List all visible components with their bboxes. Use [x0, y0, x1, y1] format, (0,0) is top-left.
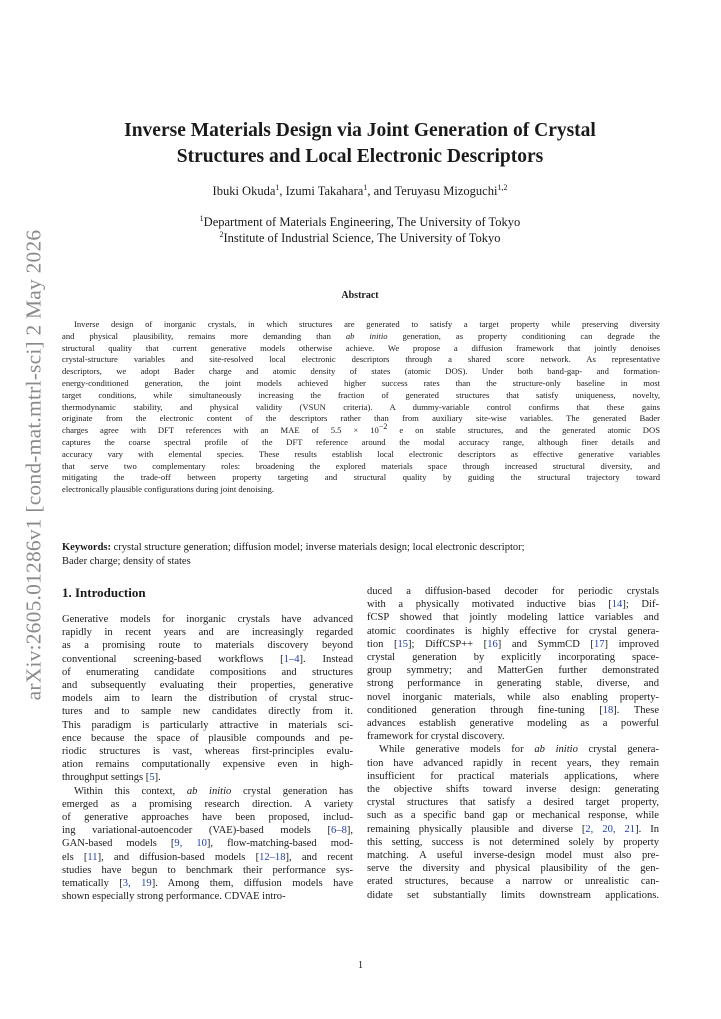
- paragraph-line: group symmetry; and MatterGen further demonstrated: [367, 665, 659, 677]
- paragraph-line: advances establish generative modeling as a powerful: [367, 718, 659, 730]
- abstract-line: target conditions, while simultaneously increasing the fraction of generated structures that satisfy uniqueness, novelty,: [62, 389, 660, 400]
- paragraph-line: duced a diffusion-based decoder for periodic crystals: [367, 586, 659, 597]
- keywords: [62, 541, 660, 568]
- paragraph-line: framework for crystal discovery.: [367, 731, 505, 743]
- arxiv-identifier: arXiv:2605.01286v1 [cond-mat.mtrl-sci] 2 May 2026: [21, 229, 46, 701]
- paragraph-line: tion [15]; DiffCSP++ [16] and SymmCD [17] improved: [367, 638, 659, 650]
- abstract-line: descriptors, we adopt Bader charge and atomic density of states (atomic DOS). Under both band-gap- and formation-: [62, 366, 660, 377]
- affiliation-text: Department of Materials Engineering, The University of Tokyo: [203, 215, 521, 229]
- paper-title: [60, 118, 660, 170]
- keywords-label: Keywords:: [62, 542, 111, 553]
- paragraph-line: matching. A useful inverse-design model must also pre-: [367, 850, 659, 862]
- paragraph-line: of enumerating candidate compositions and structures: [62, 666, 353, 678]
- paragraph-line: with a physically motivated inductive bias [14]; Dif-: [367, 599, 660, 611]
- paragraph-line: fCSP showed that jointly modeling lattice variables and: [367, 612, 659, 624]
- paragraph-line: Within this context, ab initio crystal generation has: [74, 785, 354, 797]
- paragraph-line: conditioned generation through fine-tuning [18]. These: [367, 704, 659, 716]
- paragraph-line: erated structures, because a narrow or unrealistic can-: [367, 876, 659, 888]
- paragraph-line: ing variational-autoencoder (VAE)-based models [6–8],: [62, 825, 353, 837]
- paragraph-line: of generative approaches have been proposed, includ-: [62, 812, 353, 824]
- paragraph-line: tematically [3, 19]. Among them, diffusion models have: [62, 878, 354, 890]
- paragraph-line: crystal structures that satisfy a desired target property,: [367, 797, 659, 809]
- paragraph-line: tures and to sample new candidates directly from it.: [62, 706, 353, 718]
- paragraph-line: as a promising route to materials discovery beyond: [62, 640, 353, 652]
- introduction-left-column: [62, 613, 353, 903]
- abstract-body: [62, 319, 660, 496]
- paragraph-line: novel inorganic materials, while also enabling property-: [367, 691, 659, 703]
- arxiv-sidebar: [14, 229, 54, 701]
- keywords-line-2: Bader charge; density of states: [62, 555, 191, 567]
- affiliation-mark: 1: [199, 213, 204, 223]
- title-line-1: Inverse Materials Design via Joint Generation of Crystal: [124, 120, 596, 141]
- keywords-line-1: [62, 541, 660, 555]
- paragraph-line: atomic coordinates is highly effective for crystal genera-: [367, 625, 659, 637]
- paragraph-line: this setting, success is not determined solely by property: [367, 836, 659, 848]
- paragraph-line: shown especially strong performance. CDVAE intro-: [62, 891, 286, 903]
- author-name: Teruyasu Mizoguchi: [394, 184, 498, 198]
- paragraph-line: ation remains computationally expensive even in high-: [62, 759, 353, 771]
- abstract-line: structural quality that current generative models otherwise achieve. We propose a diffusion framework that jointly denoises: [62, 342, 660, 353]
- author-affiliation-mark: 1: [275, 182, 280, 192]
- paragraph-line: strong performance in generating stable, diverse, and: [367, 678, 659, 690]
- author-affiliation-mark: 1: [363, 182, 368, 192]
- abstract-line: that serve two complementary roles: broadening the explored materials space through increased structural diversity, and: [62, 460, 660, 471]
- abstract-line: crystal-structure variables and site-resolved local electronic descriptors through a shared score network. As representative: [62, 354, 660, 365]
- keywords-text: crystal structure generation; diffusion model; inverse materials design; local electronic descriptor;: [113, 542, 525, 553]
- author-list: [60, 184, 660, 199]
- paragraph-line: didate set substantially limits downstream applications.: [367, 889, 659, 901]
- introduction-right-column: [367, 585, 659, 902]
- paragraph-line: studies have begun to benchmark their performance sys-: [62, 864, 353, 876]
- paragraph-line: els [11], and diffusion-based models [12–18], and recent: [62, 851, 353, 863]
- abstract-line: originate from the electronic content of the descriptors rather than from auxiliary site-wise variables. The generated Bader: [62, 413, 660, 424]
- paragraph-line: ence because the space of plausible compounds and pe-: [62, 732, 353, 744]
- paragraph-line: and subsequently evaluating their properties, generative: [62, 680, 353, 692]
- paragraph-line: serve the diversity and physical plausibility of the gen-: [367, 863, 659, 875]
- affiliation-mark: 2: [219, 229, 224, 239]
- abstract-line: Inverse design of inorganic crystals, in which structures are generated to satisfy a target property while preserving diversity: [74, 319, 660, 329]
- abstract-line: and physical plausibility, remains more demanding than ab initio generation, as property conditioning can degrade the: [62, 330, 660, 341]
- paragraph-line: insufficient for practical materials applications, where: [367, 770, 659, 782]
- paragraph-line: conventional screening-based workflows [1–4]. Instead: [62, 653, 353, 665]
- title-line-2: Structures and Local Electronic Descriptors: [176, 146, 544, 167]
- paragraph-line: models aim to learn the distribution of crystal struc-: [62, 693, 353, 705]
- paragraph-line: While generative models for ab initio crystal genera-: [379, 744, 659, 756]
- paragraph-line: Generative models for inorganic crystals have advanced: [62, 614, 353, 625]
- paragraph-line: crystal generation by explicitly incorporating space-: [367, 652, 659, 664]
- abstract-line: electronically plausible configurations during joint denoising.: [62, 484, 274, 495]
- paragraph-line: such as a specific band gap or mechanical response, while: [367, 810, 659, 822]
- paragraph-line: emerged as a promising research direction. A variety: [62, 798, 353, 810]
- paragraph-line: remaining physically plausible and diverse [2, 20, 21]. In: [367, 823, 659, 835]
- paragraph-line: tion have advanced rapidly in recent years, they remain: [367, 757, 659, 769]
- paragraph-line: GAN-based models [9, 10], flow-matching-based mod-: [62, 838, 353, 850]
- paragraph-line: rapidly in recent years and are increasingly regarded: [62, 627, 353, 639]
- author-name: Izumi Takahara: [285, 184, 364, 198]
- section-heading-introduction: 1. Introduction: [62, 585, 146, 600]
- affiliation-text: Institute of Industrial Science, The University of Tokyo: [223, 231, 501, 245]
- abstract-line: accuracy vary with elemental species. These results establish local electronic descriptors as effective generative variables: [62, 448, 660, 459]
- abstract-line: thermodynamic stability, and physical validity (VSUN criteria). A dummy-variable control confirms that these gains: [62, 401, 660, 412]
- affiliation-1: [60, 214, 660, 230]
- paragraph-line: riodic structures is vast, whereas first-principles evalu-: [62, 746, 353, 758]
- affiliation-2: [60, 230, 660, 246]
- page-number: 1: [357, 960, 364, 971]
- abstract-line: captures the coarse spectral profile of the DFT reference around the modal accuracy range, although finer details and: [62, 436, 660, 447]
- author-name: Ibuki Okuda: [212, 184, 276, 198]
- abstract-line: mitigating the trade-off between property targeting and structural quality by guiding the structural trajectory toward: [62, 472, 660, 483]
- paragraph-line: the objective shifts toward inverse design: generating: [367, 784, 659, 796]
- affiliations: [60, 214, 660, 246]
- author-affiliation-mark: 1,2: [497, 182, 508, 192]
- paragraph-line: throughput settings [5].: [62, 772, 161, 784]
- abstract-line: energy-conditioned generation, the joint models achieved higher success rates than the structure-only baseline in most: [62, 377, 660, 388]
- abstract-heading: Abstract: [341, 290, 379, 301]
- abstract-line: charges agree with DFT references with an MAE of $5.5 \times 10^{-2}$ e on stable structures, and the generated atomic DOS: [62, 422, 661, 436]
- paragraph-line: This paradigm is particularly attractive in materials sci-: [62, 719, 353, 731]
- author-separator: , and: [367, 184, 395, 198]
- author-separator: ,: [279, 184, 286, 198]
